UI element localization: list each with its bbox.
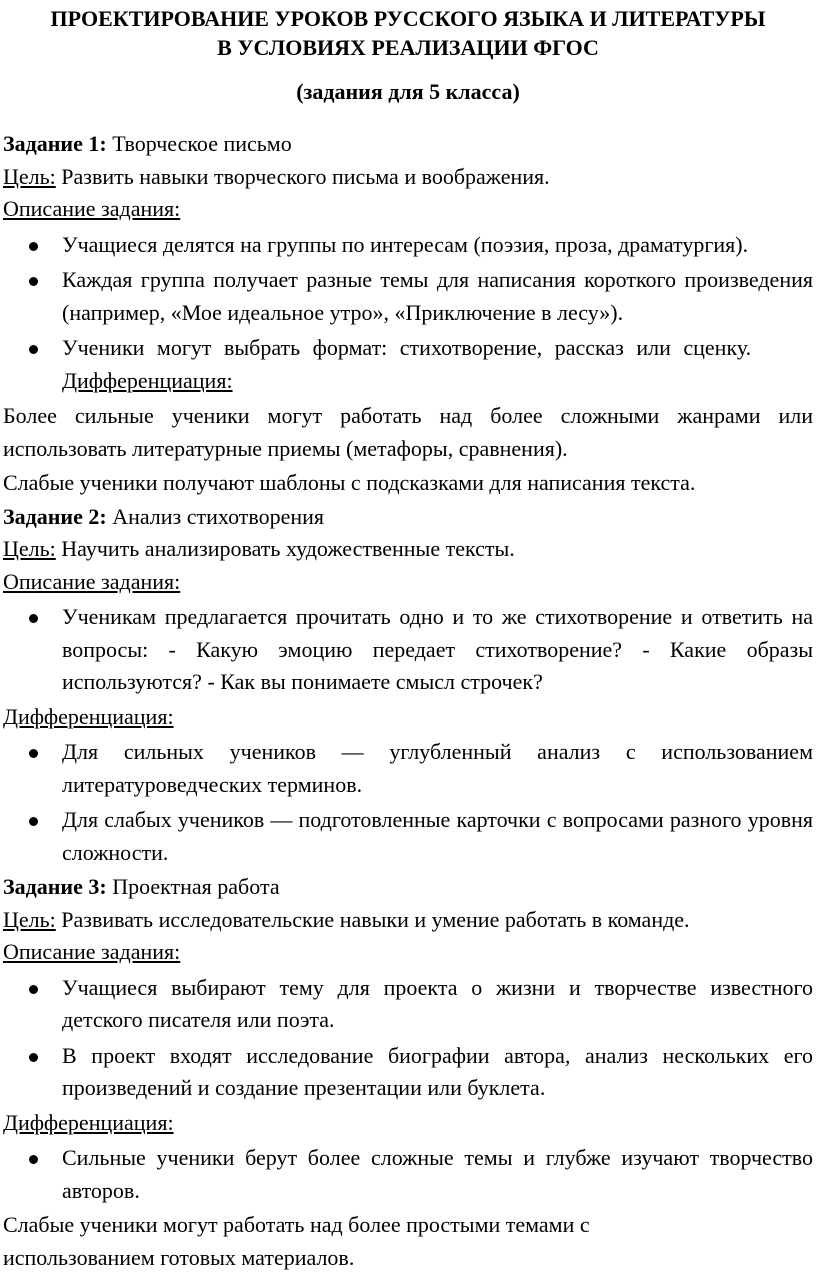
- task-goal: [3, 161, 813, 194]
- list-item: Учащиеся выбирают тему для проекта о жизни и творчестве известного детского писателя или поэта.: [3, 972, 813, 1037]
- differentiation-text: Слабые ученики получают шаблоны с подсказками для написания текста.: [3, 470, 696, 495]
- document-page: [0, 4, 816, 1281]
- task-label: Задание 3:: [3, 874, 107, 899]
- task-name: Проектная работа: [112, 874, 280, 899]
- differentiation-list: [3, 736, 813, 869]
- description-list: [3, 601, 813, 699]
- goal-text: Развить навыки творческого письма и воображения.: [61, 163, 550, 189]
- task-heading: [3, 501, 813, 534]
- list-item-text: Ученики могут выбрать формат: стихотворение, рассказ или сценку.: [62, 335, 752, 360]
- list-item: В проект входят исследование биографии автора, анализ нескольких его произведений и создание презентации или буклета.: [3, 1040, 813, 1105]
- title-line-1: ПРОЕКТИРОВАНИЕ УРОКОВ РУССКОГО ЯЗЫКА И ЛИТЕРАТУРЫ: [50, 6, 766, 31]
- list-item: [3, 332, 813, 397]
- description-label: Описание задания:: [3, 939, 181, 964]
- goal-label: Цель:: [3, 906, 56, 932]
- differentiation-list: [3, 1142, 813, 1207]
- differentiation-label: Дифференциация:: [3, 703, 174, 729]
- list-item: Для слабых учеников — подготовленные карточки с вопросами разного уровня сложности.: [3, 804, 813, 869]
- task-3: [3, 871, 813, 1274]
- list-item: Для сильных учеников — углубленный анализ с использованием литературоведческих терминов.: [3, 736, 813, 801]
- description-label: Описание задания:: [3, 568, 181, 594]
- task-goal: [3, 904, 813, 937]
- description-label: Описание задания:: [3, 196, 181, 221]
- differentiation-text: Слабые ученики могут работать над более простыми темами с использованием готовых материалов.: [3, 1212, 590, 1270]
- task-label: Задание 2:: [3, 503, 107, 529]
- description-list: [3, 229, 813, 398]
- goal-label: Цель:: [3, 536, 56, 561]
- differentiation-text: Более сильные ученики могут работать над более сложными жанрами или использовать литературные приемы (метафоры, сравнения).: [3, 403, 813, 461]
- differentiation-label: Дифференциация:: [62, 367, 233, 393]
- title-line-2: В УСЛОВИЯХ РЕАЛИЗАЦИИ ФГОС: [217, 35, 599, 60]
- document-body: [3, 128, 813, 1274]
- document-title: [3, 4, 813, 62]
- document-subtitle: (задания для 5 класса): [296, 79, 520, 104]
- goal-text: Научить анализировать художественные тексты.: [61, 536, 515, 561]
- task-1: [3, 128, 813, 500]
- description-list: [3, 972, 813, 1105]
- list-item: Сильные ученики берут более сложные темы и глубже изучают творчество авторов.: [3, 1142, 813, 1207]
- list-item: Каждая группа получает разные темы для написания короткого произведения (например, «Мое идеальное утро», «Приключение в лесу»).: [3, 264, 813, 329]
- task-label: Задание 1:: [3, 131, 107, 156]
- differentiation-label: Дифференциация:: [3, 1109, 174, 1135]
- goal-label: Цель:: [3, 163, 56, 189]
- goal-text: Развивать исследовательские навыки и умение работать в команде.: [61, 906, 690, 932]
- list-item: Учащиеся делятся на группы по интересам (поэзия, проза, драматургия).: [3, 229, 813, 262]
- task-name: Анализ стихотворения: [112, 503, 325, 529]
- task-heading: [3, 128, 813, 161]
- list-item: Ученикам предлагается прочитать одно и то же стихотворение и ответить на вопросы: - Какую эмоцию передает стихотворение? - Какие образы используются? - Как вы понимаете смысл строчек?: [3, 601, 813, 699]
- task-heading: [3, 871, 813, 904]
- task-2: [3, 501, 813, 870]
- task-goal: [3, 533, 813, 566]
- task-name: Творческое письмо: [112, 131, 292, 156]
